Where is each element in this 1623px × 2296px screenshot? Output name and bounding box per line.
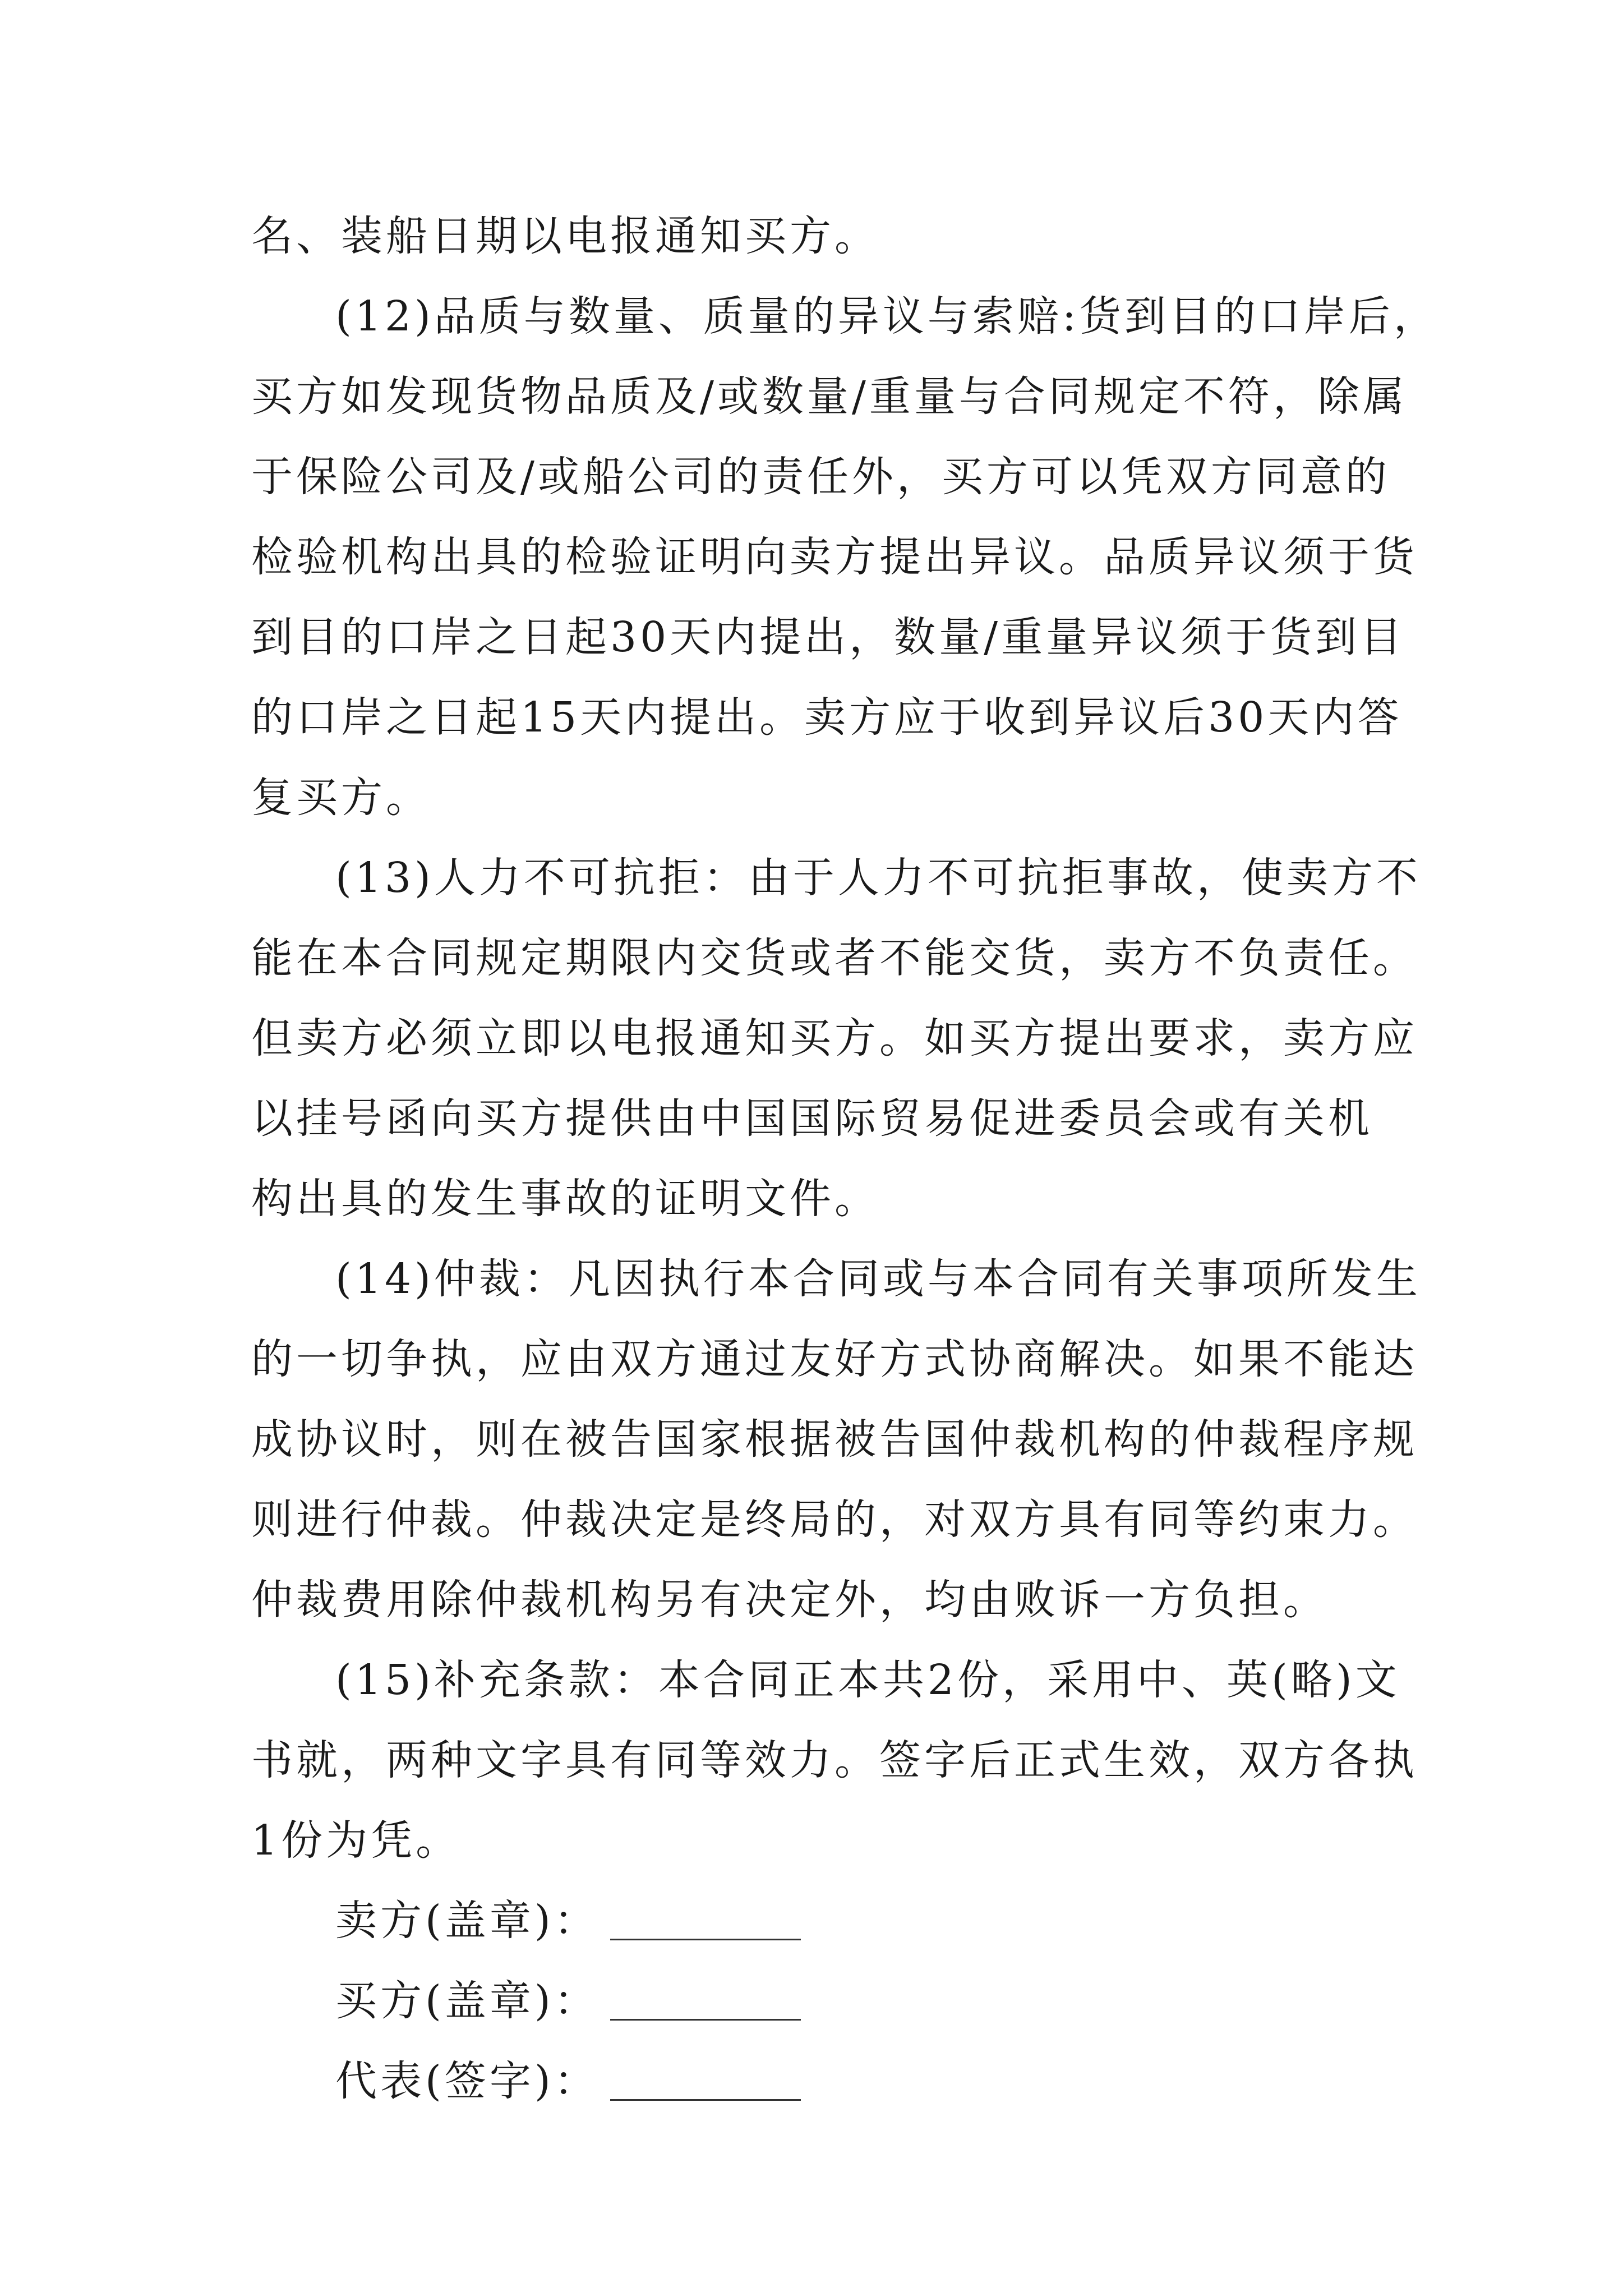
clause-12-line: 到目的口岸之日起30天内提出，数量/重量异议须于货到目 [251,613,1405,661]
clause-14-line: 则进行仲裁。仲裁决定是终局的，对双方具有同等约束力。 [251,1496,1418,1544]
clause-14-line: 成协议时，则在被告国家根据被告国仲裁机构的仲裁程序规 [251,1415,1418,1464]
clause-12-line: 的口岸之日起15天内提出。卖方应于收到异议后30天内答 [251,693,1403,742]
clause-13-line: 但卖方必须立即以电报通知买方。如买方提出要求，卖方应 [251,1014,1418,1062]
buyer-seal-label: 买方(盖章)： [335,1977,599,2025]
buyer-signature-row [251,1961,1378,2041]
seller-signature-row [251,1881,1378,1961]
clause-15-line: 1份为凭。 [251,1816,461,1865]
representative-signature-blank [610,2099,801,2101]
clause-14-line: (14)仲裁：凡因执行本合同或与本合同有关事项所发生 [335,1255,1421,1303]
clause-12-line: 检验机构出具的检验证明向卖方提出异议。品质异议须于货 [251,533,1418,581]
clause-14-line: 仲裁费用除仲裁机构另有决定外，均由败诉一方负担。 [251,1576,1328,1624]
clause-12-line: 于保险公司及/或船公司的责任外，买方可以凭双方同意的 [251,453,1390,501]
clause-12-line: 复买方。 [251,774,431,822]
representative-signature-row [251,2041,1378,2122]
clause-15-line: 书就，两种文字具有同等效力。签字后正式生效，双方各执 [251,1736,1418,1784]
clause-13-line: 以挂号函向买方提供由中国国际贸易促进委员会或有关机 [251,1094,1373,1143]
clause-13-line: 构出具的发生事故的证明文件。 [251,1175,879,1223]
clause-11-tail-line: 名、装船日期以电报通知买方。 [251,212,879,260]
clause-13-line: 能在本合同规定期限内交货或者不能交货，卖方不负责任。 [251,934,1418,982]
clause-14-line: 的一切争执，应由双方通过友好方式协商解决。如果不能达 [251,1335,1418,1383]
clause-15-line: (15)补充条款：本合同正本共2份，采用中、英(略)文 [335,1656,1400,1704]
clause-12-line: (12)品质与数量、质量的异议与索赔:货到目的口岸后， [335,292,1438,341]
contract-page [251,196,1438,2122]
buyer-signature-blank [610,2019,801,2021]
seller-signature-blank [610,1939,801,1940]
clause-13-line: (13)人力不可抗拒：由于人力不可抗拒事故，使卖方不 [335,854,1421,902]
representative-sign-label: 代表(签字)： [335,2057,599,2105]
seller-seal-label: 卖方(盖章)： [335,1897,599,1945]
clause-12-line: 买方如发现货物品质及/或数量/重量与合同规定不符，除属 [251,372,1408,421]
